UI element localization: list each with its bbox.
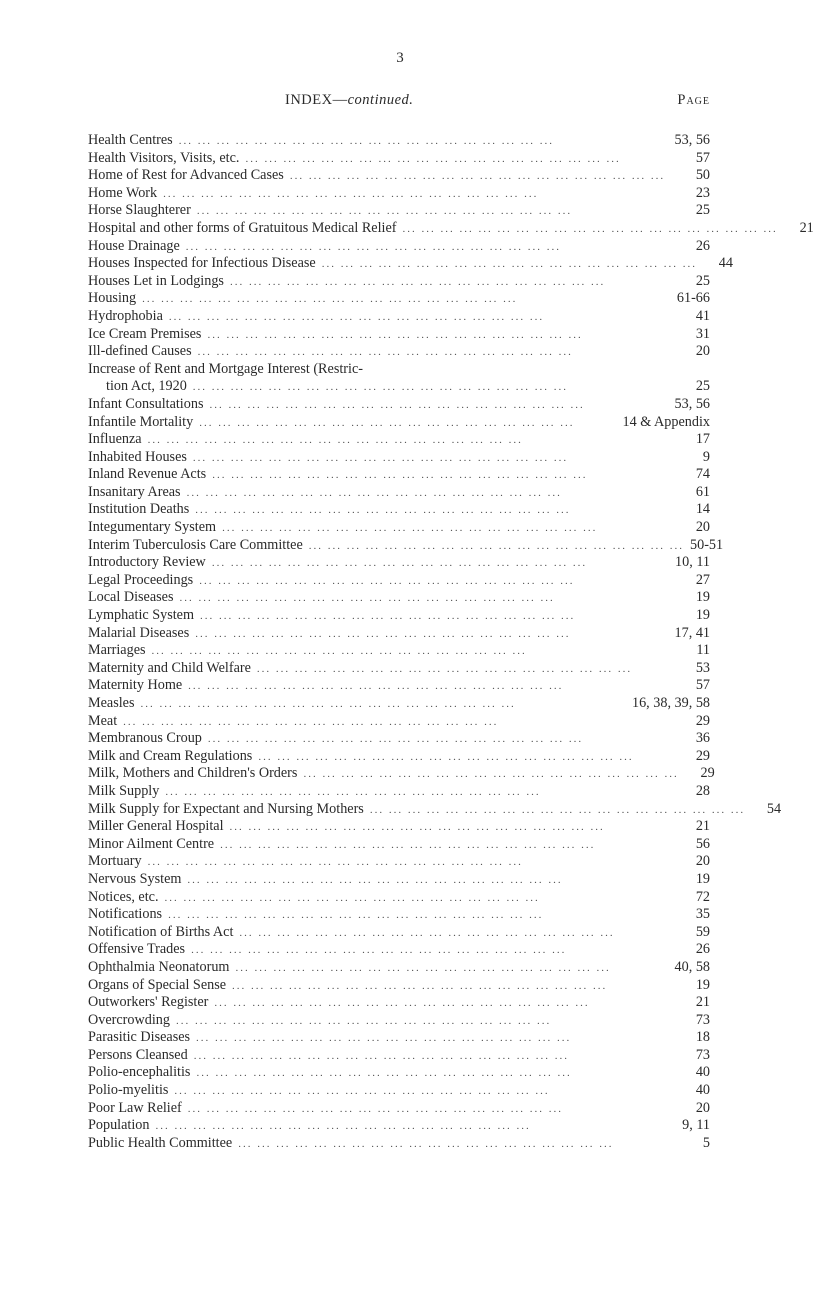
- index-entry-label: Increase of Rent and Mortgage Interest (Restric-: [88, 360, 363, 377]
- index-entry: [88, 449, 710, 467]
- dot-leader: ... ... ... ... ... ... ... ... ... ... ... ... ... ... ... ... ... ... ... ...: [192, 451, 569, 464]
- index-entry-pages: 9: [702, 448, 710, 465]
- index-entry-label: Inhabited Houses: [88, 448, 187, 465]
- index-entry-pages: 53, 56: [674, 132, 710, 148]
- dot-leader: ... ... ... ... ... ... ... ... ... ... ... ... ... ... ... ... ... ... ... ...: [193, 1049, 569, 1062]
- index-entry: [88, 431, 710, 449]
- index-entry-label: Home Work: [88, 184, 158, 201]
- index-entry-label: Health Visitors, Visits, etc.: [88, 149, 240, 166]
- index-entry-label: Houses Let in Lodgings: [88, 272, 224, 289]
- dot-leader: ... ... ... ... ... ... ... ... ... ... ... ... ... ... ... ... ... ... ... ...: [195, 627, 571, 640]
- index-entry: [88, 871, 710, 889]
- index-entry-label: Marriages: [88, 642, 146, 659]
- index-entry-label: Lymphatic System: [88, 607, 195, 624]
- dot-leader: ... ... ... ... ... ... ... ... ... ... ... ... ... ... ... ... ... ... ... ...: [258, 750, 634, 763]
- dot-leader: ... ... ... ... ... ... ... ... ... ... ... ... ... ... ... ... ... ... ... ...: [197, 346, 573, 359]
- index-entry: [88, 572, 710, 590]
- index-entry-label: Parasitic Diseases: [88, 1029, 191, 1046]
- dot-leader: ... ... ... ... ... ... ... ... ... ... ... ... ... ... ... ... ... ... ... ...: [308, 539, 685, 552]
- dot-leader: ... ... ... ... ... ... ... ... ... ... ... ... ... ... ... ... ... ... ... ...: [211, 557, 588, 570]
- index-entry-label: Interim Tuberculosis Care Committee: [88, 536, 303, 553]
- index-entry-label: Malarial Diseases: [88, 624, 190, 641]
- dot-leader: ... ... ... ... ... ... ... ... ... ... ... ... ... ... ... ... ... ... ... ...: [256, 662, 633, 675]
- dot-leader: ... ... ... ... ... ... ... ... ... ... ... ... ... ... ... ... ... ... ... ...: [186, 486, 562, 499]
- index-entry-label: Polio-encephalitis: [88, 1064, 191, 1081]
- dot-leader: ... ... ... ... ... ... ... ... ... ... ... ... ... ... ... ... ... ... ... ...: [195, 504, 571, 517]
- index-entry: [88, 273, 710, 291]
- index-entry-label: Overcrowding: [88, 1011, 170, 1028]
- dot-leader: ... ... ... ... ... ... ... ... ... ... ... ... ... ... ... ... ... ... ... ...: [229, 821, 605, 834]
- index-entry-pages: 31: [695, 325, 710, 342]
- dot-leader: ... ... ... ... ... ... ... ... ... ... ... ... ... ... ... ... ... ... ... ...: [168, 909, 544, 922]
- index-entry-pages: 53: [695, 659, 710, 676]
- index-entry-pages: 21: [695, 994, 710, 1011]
- index-entry-pages: 11: [696, 642, 710, 659]
- index-entry-pages: 56: [695, 835, 710, 852]
- index-entry: [88, 326, 710, 344]
- index-entry-label: Ice Cream Premises: [88, 325, 202, 342]
- index-entry-pages: 44: [718, 255, 733, 272]
- index-entry: [88, 238, 710, 256]
- dot-leader: ... ... ... ... ... ... ... ... ... ... ... ... ... ... ... ... ... ... ... ...: [165, 785, 541, 798]
- index-entry-label: Institution Deaths: [88, 501, 190, 518]
- index-entry: [88, 818, 710, 836]
- index-entry-pages: 35: [695, 906, 710, 923]
- index-entry: [88, 941, 710, 959]
- index-entry: [88, 414, 710, 432]
- index-entry-label: Insanitary Areas: [88, 483, 181, 500]
- index-entry-pages: 19: [695, 976, 710, 993]
- index-entry: [88, 853, 710, 871]
- index-entry-pages: 19: [695, 589, 710, 606]
- dot-leader: ... ... ... ... ... ... ... ... ... ... ... ... ... ... ... ... ... ... ... ...: [200, 610, 576, 623]
- index-entry-pages: 27: [695, 571, 710, 588]
- index-entry-pages: 29: [695, 712, 710, 729]
- index-entry: [88, 677, 710, 695]
- index-title: [285, 92, 413, 109]
- dot-leader: ... ... ... ... ... ... ... ... ... ... ... ... ... ... ... ... ... ... ... ...: [245, 152, 621, 165]
- index-entry: [88, 1135, 710, 1153]
- index-entry: [88, 519, 710, 537]
- index-entry-pages: 20: [695, 343, 710, 360]
- index-entry: [88, 589, 710, 607]
- index-entry-label: Introductory Review: [88, 554, 206, 571]
- page-column-heading: Page: [677, 92, 710, 108]
- dot-leader: ... ... ... ... ... ... ... ... ... ... ... ... ... ... ... ... ... ... ... ...: [222, 522, 598, 535]
- index-entry-pages: 26: [695, 237, 710, 254]
- index-entry: [88, 1082, 710, 1100]
- index-entry: [88, 202, 710, 220]
- dot-leader: ... ... ... ... ... ... ... ... ... ... ... ... ... ... ... ... ... ... ... ...: [123, 715, 499, 728]
- index-entry-pages: 21: [695, 818, 710, 835]
- dot-leader: ... ... ... ... ... ... ... ... ... ... ... ... ... ... ... ... ... ... ... ...: [178, 135, 554, 147]
- dot-leader: ... ... ... ... ... ... ... ... ... ... ... ... ... ... ... ... ... ... ... ...: [239, 926, 615, 939]
- index-entry-label: Mortuary: [88, 853, 142, 870]
- index-entry-pages: 14 & Appendix: [622, 413, 710, 430]
- index-entry: [88, 255, 733, 273]
- dot-leader: ... ... ... ... ... ... ... ... ... ... ... ... ... ... ... ... ... ... ... ...: [175, 1014, 552, 1027]
- dot-leader: ... ... ... ... ... ... ... ... ... ... ... ... ... ... ... ... ... ... ... ...: [220, 838, 596, 851]
- dot-leader: ... ... ... ... ... ... ... ... ... ... ... ... ... ... ... ... ... ... ... ...: [214, 997, 590, 1010]
- index-entry-pages: 54: [766, 800, 782, 817]
- index-entry-pages: 20: [695, 519, 710, 536]
- index-entry: [88, 1012, 710, 1030]
- index-entry-pages: 50: [695, 167, 710, 184]
- index-entry-pages: 18: [695, 1029, 710, 1046]
- index-entry: [88, 959, 710, 977]
- index-entry-label: Home of Rest for Advanced Cases: [88, 167, 284, 184]
- index-entry-label: Notifications: [88, 906, 163, 923]
- index-entry-pages: 17: [695, 431, 710, 448]
- dot-leader: ... ... ... ... ... ... ... ... ... ... ... ... ... ... ... ... ... ... ... ...: [174, 1085, 550, 1098]
- index-entry: [88, 713, 710, 731]
- index-entry-pages: 29: [700, 765, 715, 782]
- index-entry: [88, 800, 782, 819]
- index-entry: [88, 308, 710, 326]
- index-entry-pages: 28: [695, 782, 710, 799]
- index-entry: [88, 501, 710, 519]
- index-entry: [88, 607, 710, 625]
- dot-leader: ... ... ... ... ... ... ... ... ... ... ... ... ... ... ... ... ... ... ... ...: [187, 1102, 564, 1115]
- dot-leader: ... ... ... ... ... ... ... ... ... ... ... ... ... ... ... ... ... ... ... ...: [164, 891, 540, 904]
- index-entry-label: Infantile Mortality: [88, 413, 194, 430]
- index-entry-pages: 17, 41: [674, 624, 710, 641]
- index-entry-label: Population: [88, 1117, 150, 1134]
- index-entry: [88, 219, 814, 238]
- index-entry: [88, 132, 710, 150]
- index-entry-label: Houses Inspected for Infectious Disease: [88, 255, 316, 272]
- dot-leader: ... ... ... ... ... ... ... ... ... ... ... ... ... ... ... ... ... ... ... ...: [289, 170, 666, 183]
- index-entry: [88, 836, 710, 854]
- index-entry-pages: 74: [695, 466, 710, 483]
- index-entry-label: Meat: [88, 712, 118, 729]
- index-entry-label: Milk, Mothers and Children's Orders: [88, 765, 298, 782]
- index-entry-label: Minor Ailment Centre: [88, 835, 215, 852]
- dot-leader: ... ... ... ... ... ... ... ... ... ... ... ... ... ... ... ... ... ... ... ...: [192, 381, 569, 394]
- dot-leader: ... ... ... ... ... ... ... ... ... ... ... ... ... ... ... ... ... ... ... ...: [402, 222, 778, 235]
- index-entry: [88, 889, 710, 907]
- dot-leader: ... ... ... ... ... ... ... ... ... ... ... ... ... ... ... ... ... ... ... ...: [196, 205, 573, 218]
- index-entry-pages: 20: [695, 853, 710, 870]
- index-entry-label: Integumentary System: [88, 519, 217, 536]
- index-entry-pages: 53, 56: [674, 395, 710, 412]
- index-entry: [88, 396, 710, 414]
- dot-leader: ... ... ... ... ... ... ... ... ... ... ... ... ... ... ... ... ... ... ... ...: [187, 873, 563, 886]
- index-entry-label: Legal Proceedings: [88, 571, 194, 588]
- dot-leader: ... ... ... ... ... ... ... ... ... ... ... ... ... ... ... ... ... ... ... ...: [229, 275, 606, 288]
- index-entry-label: Milk Supply: [88, 782, 160, 799]
- index-entry-label: Membranous Croup: [88, 730, 202, 747]
- index-entry-label: Outworkers' Register: [88, 994, 209, 1011]
- index-entry-pages: 16, 38, 39, 58: [631, 695, 710, 711]
- index-entry: [88, 343, 710, 361]
- index-entry: [88, 695, 710, 713]
- index-entry-label: Milk and Cream Regulations: [88, 747, 253, 764]
- dot-leader: ... ... ... ... ... ... ... ... ... ... ... ... ... ... ... ... ... ... ... ...: [168, 310, 545, 323]
- dot-leader: ... ... ... ... ... ... ... ... ... ... ... ... ... ... ... ... ... ... ... ...: [199, 416, 575, 429]
- index-entry-pages: 19: [695, 870, 710, 887]
- index-entry-pages: 57: [695, 677, 710, 694]
- index-entry-pages: 36: [695, 730, 710, 747]
- index-entry: [88, 642, 710, 660]
- index-entry-pages: 73: [695, 1011, 710, 1028]
- index-entry: [88, 1100, 710, 1118]
- index-entry: [88, 994, 710, 1012]
- index-entry: [88, 290, 710, 308]
- index-entry: [88, 554, 710, 572]
- index-entry: [88, 1064, 710, 1082]
- index-entry-pages: 9, 11: [682, 1117, 710, 1134]
- index-entry-pages: 57: [695, 149, 710, 166]
- index-entry-label: Polio-myelitis: [88, 1082, 169, 1099]
- dot-leader: ... ... ... ... ... ... ... ... ... ... ... ... ... ... ... ... ... ... ... ...: [238, 1137, 614, 1150]
- dot-leader: ... ... ... ... ... ... ... ... ... ... ... ... ... ... ... ... ... ... ... ...: [155, 1120, 531, 1133]
- dot-leader: ... ... ... ... ... ... ... ... ... ... ... ... ... ... ... ... ... ... ... ...: [191, 944, 567, 957]
- dot-leader: ... ... ... ... ... ... ... ... ... ... ... ... ... ... ... ... ... ... ... ...: [303, 768, 679, 781]
- index-entry: [88, 977, 710, 995]
- dot-leader: ... ... ... ... ... ... ... ... ... ... ... ... ... ... ... ... ... ... ... ...: [179, 592, 555, 605]
- index-entry: [88, 378, 710, 396]
- index-entry-label: Nervous System: [88, 870, 182, 887]
- index-entry: [88, 167, 710, 185]
- dot-leader: ... ... ... ... ... ... ... ... ... ... ... ... ... ... ... ... ... ... ... ...: [151, 645, 527, 658]
- dot-leader: ... ... ... ... ... ... ... ... ... ... ... ... ... ... ... ... ... ... ... ...: [209, 398, 585, 411]
- dot-leader: ... ... ... ... ... ... ... ... ... ... ... ... ... ... ... ... ... ... ... ...: [196, 1067, 572, 1080]
- index-entry-label: Organs of Special Sense: [88, 976, 227, 993]
- index-entry-pages: 40, 58: [674, 958, 710, 975]
- index-entry-pages: 25: [695, 202, 710, 219]
- index-entry-pages: 25: [695, 378, 710, 395]
- index-entry: [88, 924, 710, 942]
- dot-leader: ... ... ... ... ... ... ... ... ... ... ... ... ... ... ... ... ... ... ... ...: [235, 961, 611, 974]
- dot-leader: ... ... ... ... ... ... ... ... ... ... ... ... ... ... ... ... ... ... ... ...: [199, 574, 575, 587]
- dot-leader: ... ... ... ... ... ... ... ... ... ... ... ... ... ... ... ... ... ... ... ...: [163, 187, 539, 200]
- index-entry-label: Hydrophobia: [88, 307, 163, 324]
- dot-leader: ... ... ... ... ... ... ... ... ... ... ... ... ... ... ... ... ... ... ... ...: [188, 680, 564, 693]
- index-entry: [88, 484, 710, 502]
- index-entry-label: Offensive Trades: [88, 941, 186, 958]
- index-entry: [88, 536, 724, 555]
- index-entry-pages: 72: [695, 888, 710, 905]
- dot-leader: ... ... ... ... ... ... ... ... ... ... ... ... ... ... ... ... ... ... ... ...: [321, 258, 697, 271]
- index-entry-label: Housing: [88, 290, 137, 307]
- index-entry: [88, 748, 710, 766]
- index-entry-label: Ophthalmia Neonatorum: [88, 958, 230, 975]
- index-entry-label: Local Diseases: [88, 589, 174, 606]
- index-entry-pages: 61: [695, 483, 710, 500]
- index-list: [88, 132, 814, 1152]
- index-entry-label: Maternity Home: [88, 677, 183, 694]
- dot-leader: ... ... ... ... ... ... ... ... ... ... ... ... ... ... ... ... ... ... ... ...: [369, 803, 746, 816]
- index-entry-pages: 29: [695, 747, 710, 764]
- index-entry-label: Notices, etc.: [88, 888, 159, 905]
- index-entry-pages: 25: [695, 272, 710, 289]
- dot-leader: ... ... ... ... ... ... ... ... ... ... ... ... ... ... ... ... ... ... ... ...: [196, 1032, 572, 1045]
- index-entry-pages: 73: [695, 1046, 710, 1063]
- index-entry-pages: 41: [695, 307, 710, 324]
- index-entry-label: Ill-defined Causes: [88, 343, 192, 360]
- index-entry-pages: 14: [695, 501, 710, 518]
- index-entry: [88, 906, 710, 924]
- page-number: 3: [396, 50, 404, 66]
- dot-leader: ... ... ... ... ... ... ... ... ... ... ... ... ... ... ... ... ... ... ... ...: [147, 434, 523, 447]
- index-entry-label: Milk Supply for Expectant and Nursing Mothers: [88, 800, 364, 817]
- index-entry: [88, 730, 710, 748]
- index-entry-label: Influenza: [88, 431, 142, 448]
- index-entry-label: Measles: [88, 695, 135, 711]
- index-entry-label: Horse Slaughterer: [88, 202, 191, 219]
- index-entry-pages: 20: [695, 1099, 710, 1116]
- index-entry-pages: 40: [695, 1082, 710, 1099]
- index-entry-label: Maternity and Child Welfare: [88, 659, 251, 676]
- dot-leader: ... ... ... ... ... ... ... ... ... ... ... ... ... ... ... ... ... ... ... ...: [142, 293, 518, 306]
- index-entry: [88, 1117, 710, 1135]
- index-entry-pages: 40: [695, 1064, 710, 1081]
- index-entry-pages: 10, 11: [675, 554, 710, 571]
- index-entry: [88, 783, 710, 801]
- index-entry: [88, 1047, 710, 1065]
- index-entry-label: Inland Revenue Acts: [88, 466, 207, 483]
- index-entry-label: Hospital and other forms of Gratuitous Medical Relief: [88, 219, 397, 236]
- index-entry: [88, 765, 715, 783]
- dot-leader: ... ... ... ... ... ... ... ... ... ... ... ... ... ... ... ... ... ... ... ...: [207, 733, 584, 746]
- dot-leader: ... ... ... ... ... ... ... ... ... ... ... ... ... ... ... ... ... ... ... ...: [232, 979, 608, 992]
- index-entry-pages: 50-51: [690, 536, 724, 553]
- dot-leader: ... ... ... ... ... ... ... ... ... ... ... ... ... ... ... ... ... ... ... ...: [140, 698, 516, 710]
- index-entry-pages: 61-66: [676, 290, 710, 307]
- index-entry: [88, 660, 710, 678]
- index-entry-pages: 23: [695, 184, 710, 201]
- index-entry-label: Notification of Births Act: [88, 923, 234, 940]
- dot-leader: ... ... ... ... ... ... ... ... ... ... ... ... ... ... ... ... ... ... ... ...: [207, 328, 583, 341]
- index-entry-label: Infant Consultations: [88, 395, 204, 412]
- index-entry-pages: 5: [702, 1134, 710, 1151]
- index-title-continued: continued.: [347, 92, 414, 108]
- index-entry-label: Health Centres: [88, 132, 173, 148]
- index-entry-pages: 21: [799, 219, 814, 236]
- index-entry: [88, 466, 710, 484]
- index-entry: [88, 625, 710, 643]
- index-entry-pages: 19: [695, 607, 710, 624]
- index-entry-pages: 59: [695, 923, 710, 940]
- index-entry-label: Public Health Committee: [88, 1134, 233, 1151]
- dot-leader: ... ... ... ... ... ... ... ... ... ... ... ... ... ... ... ... ... ... ... ...: [185, 240, 562, 253]
- dot-leader: ... ... ... ... ... ... ... ... ... ... ... ... ... ... ... ... ... ... ... ...: [212, 469, 588, 482]
- index-entry: [88, 1029, 710, 1047]
- index-entry: [88, 361, 710, 379]
- index-entry-label: Poor Law Relief: [88, 1099, 182, 1116]
- index-entry-label: Miller General Hospital: [88, 818, 224, 835]
- index-entry-pages: 26: [695, 941, 710, 958]
- index-title-main: INDEX—: [285, 92, 348, 108]
- index-entry-label: Persons Cleansed: [88, 1046, 188, 1063]
- dot-leader: ... ... ... ... ... ... ... ... ... ... ... ... ... ... ... ... ... ... ... ...: [147, 856, 523, 869]
- index-entry: [88, 185, 710, 203]
- index-entry-label: tion Act, 1920: [106, 378, 187, 395]
- index-entry-label: House Drainage: [88, 237, 180, 254]
- index-entry: [88, 150, 710, 168]
